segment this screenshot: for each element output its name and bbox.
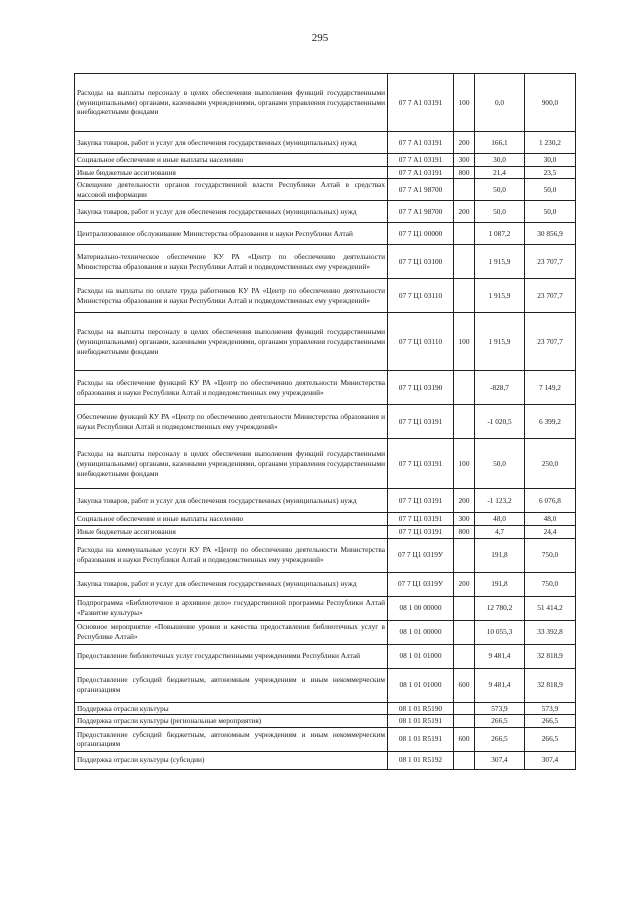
row-type-cell: 100 (454, 439, 475, 489)
row-name-cell: Обеспечение функций КУ РА «Центр по обеспечению деятельности Министерства образования и науки Республики Алтай и подведомственных ему учреждений» (75, 405, 388, 439)
row-value1-cell: 50,0 (475, 179, 525, 201)
row-code-cell: 07 7 А1 03191 (388, 154, 454, 167)
row-type-cell (454, 371, 475, 405)
row-value1-cell: 9 481,4 (475, 668, 525, 702)
row-value2-cell: 33 392,8 (525, 620, 576, 644)
row-type-cell (454, 702, 475, 715)
row-name-cell: Расходы на выплаты персоналу в целях обеспечения выполнения функций государственными (муниципальными) органами, казенными учреждениями, органами управления государственными внебюджетными фондами (75, 439, 388, 489)
row-name-cell: Закупка товаров, работ и услуг для обеспечения государственных (муниципальных) нужд (75, 132, 388, 154)
table-row (75, 727, 576, 751)
row-value1-cell: 573,9 (475, 702, 525, 715)
row-code-cell: 07 7 А1 03191 (388, 132, 454, 154)
table-row (75, 668, 576, 702)
row-value2-cell: 50,0 (525, 179, 576, 201)
row-value2-cell: 266,5 (525, 727, 576, 751)
row-name-cell: Предоставление библиотечных услуг государственными учреждениями Республики Алтай (75, 644, 388, 668)
row-value1-cell: 21,4 (475, 166, 525, 179)
table-row (75, 371, 576, 405)
row-type-cell: 600 (454, 668, 475, 702)
row-value2-cell: 23 707,7 (525, 279, 576, 313)
row-code-cell: 07 7 Ц1 03191 (388, 405, 454, 439)
row-type-cell: 300 (454, 513, 475, 526)
table-row (75, 439, 576, 489)
row-value2-cell: 266,5 (525, 715, 576, 728)
row-type-cell (454, 245, 475, 279)
row-type-cell: 200 (454, 572, 475, 596)
row-name-cell: Расходы на выплаты по оплате труда работников КУ РА «Центр по обеспечению деятельности Министерства образования и науки Республики Алтай и подведомственных ему учреждений» (75, 279, 388, 313)
table-row (75, 489, 576, 513)
row-value2-cell: 50,0 (525, 201, 576, 223)
page-number: 295 (311, 32, 329, 44)
row-name-cell: Поддержка отрасли культуры (региональные мероприятия) (75, 715, 388, 728)
row-code-cell: 08 1 01 01000 (388, 644, 454, 668)
table-row (75, 74, 576, 132)
row-value2-cell: 24,4 (525, 525, 576, 538)
row-value2-cell: 30,0 (525, 154, 576, 167)
row-value2-cell: 23,5 (525, 166, 576, 179)
row-type-cell: 800 (454, 525, 475, 538)
row-value2-cell: 7 149,2 (525, 371, 576, 405)
row-value2-cell: 6 399,2 (525, 405, 576, 439)
row-type-cell (454, 538, 475, 572)
row-name-cell: Закупка товаров, работ и услуг для обеспечения государственных (муниципальных) нужд (75, 201, 388, 223)
table-row (75, 223, 576, 245)
row-type-cell: 800 (454, 166, 475, 179)
row-value2-cell: 48,0 (525, 513, 576, 526)
table-row (75, 572, 576, 596)
row-value1-cell: 1 087,2 (475, 223, 525, 245)
row-value1-cell: 166,1 (475, 132, 525, 154)
row-value1-cell: 307,4 (475, 751, 525, 769)
row-value2-cell: 32 818,9 (525, 668, 576, 702)
row-code-cell: 07 7 Ц1 03100 (388, 245, 454, 279)
row-code-cell: 08 1 01 R5190 (388, 702, 454, 715)
row-code-cell: 07 7 Ц1 0319У (388, 538, 454, 572)
table-row (75, 245, 576, 279)
row-value2-cell: 307,4 (525, 751, 576, 769)
row-value1-cell: 0,0 (475, 74, 525, 132)
row-name-cell: Социальное обеспечение и иные выплаты населению (75, 154, 388, 167)
row-name-cell: Закупка товаров, работ и услуг для обеспечения государственных (муниципальных) нужд (75, 489, 388, 513)
row-type-cell: 600 (454, 727, 475, 751)
table-row (75, 279, 576, 313)
row-name-cell: Освещение деятельности органов государственной власти Республики Алтай в средствах массовой информации (75, 179, 388, 201)
row-type-cell (454, 405, 475, 439)
row-value1-cell: 1 915,9 (475, 279, 525, 313)
row-value1-cell: -828,7 (475, 371, 525, 405)
table-row (75, 313, 576, 371)
row-type-cell (454, 179, 475, 201)
table-row (75, 179, 576, 201)
row-type-cell (454, 644, 475, 668)
row-value1-cell: 50,0 (475, 201, 525, 223)
row-name-cell: Расходы на коммунальные услуги КУ РА «Центр по обеспечению деятельности Министерства образования и науки Республики Алтай и подведомственных ему учреждений» (75, 538, 388, 572)
row-code-cell: 08 1 00 00000 (388, 596, 454, 620)
budget-table-body (75, 74, 576, 770)
row-name-cell: Иные бюджетные ассигнования (75, 166, 388, 179)
row-code-cell: 08 1 01 01000 (388, 668, 454, 702)
row-name-cell: Подпрограмма «Библиотечное и архивное дело» государственной программы Республики Алтай «Развитие культуры» (75, 596, 388, 620)
row-code-cell: 07 7 А1 03191 (388, 74, 454, 132)
row-value1-cell: -1 123,2 (475, 489, 525, 513)
row-value2-cell: 23 707,7 (525, 245, 576, 279)
row-type-cell (454, 223, 475, 245)
row-value2-cell: 30 856,9 (525, 223, 576, 245)
row-value2-cell: 750,0 (525, 538, 576, 572)
row-value2-cell: 32 818,9 (525, 644, 576, 668)
row-value1-cell: 12 780,2 (475, 596, 525, 620)
row-value1-cell: 30,0 (475, 154, 525, 167)
row-value1-cell: 1 915,9 (475, 245, 525, 279)
row-value2-cell: 750,0 (525, 572, 576, 596)
row-value2-cell: 6 076,8 (525, 489, 576, 513)
budget-table (74, 73, 576, 770)
table-row (75, 620, 576, 644)
row-value2-cell: 250,0 (525, 439, 576, 489)
row-code-cell: 07 7 Ц1 03191 (388, 489, 454, 513)
row-value1-cell: 9 481,4 (475, 644, 525, 668)
row-name-cell: Централизованное обслуживание Министерства образования и науки Республики Алтай (75, 223, 388, 245)
row-value1-cell: 10 055,3 (475, 620, 525, 644)
table-row (75, 154, 576, 167)
row-code-cell: 07 7 Ц1 03110 (388, 313, 454, 371)
row-code-cell: 08 1 01 R5191 (388, 727, 454, 751)
row-type-cell (454, 751, 475, 769)
table-row (75, 644, 576, 668)
row-name-cell: Поддержка отрасли культуры (субсидии) (75, 751, 388, 769)
table-row (75, 715, 576, 728)
row-name-cell: Расходы на обеспечение функций КУ РА «Центр по обеспечению деятельности Министерства образования и науки Республики Алтай и подведомственных ему учреждений» (75, 371, 388, 405)
row-value2-cell: 900,0 (525, 74, 576, 132)
row-code-cell: 07 7 Ц1 0319У (388, 572, 454, 596)
row-type-cell: 200 (454, 489, 475, 513)
table-row (75, 405, 576, 439)
row-code-cell: 07 7 Ц1 03110 (388, 279, 454, 313)
row-type-cell: 200 (454, 132, 475, 154)
row-value2-cell: 1 230,2 (525, 132, 576, 154)
row-value1-cell: 191,8 (475, 538, 525, 572)
row-type-cell (454, 596, 475, 620)
row-code-cell: 07 7 А1 03191 (388, 166, 454, 179)
row-type-cell (454, 279, 475, 313)
row-name-cell: Основное мероприятие «Повышение уровня и качества предоставления библиотечных услуг в Республике Алтай» (75, 620, 388, 644)
row-type-cell: 300 (454, 154, 475, 167)
row-code-cell: 08 1 01 R5191 (388, 715, 454, 728)
row-name-cell: Расходы на выплаты персоналу в целях обеспечения выполнения функций государственными (муниципальными) органами, казенными учреждениями, органами управления государственными внебюджетными фондами (75, 313, 388, 371)
row-name-cell: Материально-техническое обеспечение КУ РА «Центр по обеспечению деятельности Министерства образования и науки Республики Алтай и подведомственных ему учреждений» (75, 245, 388, 279)
row-value1-cell: -1 020,5 (475, 405, 525, 439)
table-row (75, 751, 576, 769)
row-value2-cell: 23 707,7 (525, 313, 576, 371)
row-code-cell: 07 7 Ц1 00000 (388, 223, 454, 245)
row-name-cell: Поддержка отрасли культуры (75, 702, 388, 715)
row-name-cell: Предоставление субсидий бюджетным, автономным учреждениям и иным некоммерческим организациям (75, 727, 388, 751)
row-code-cell: 07 7 Ц1 03191 (388, 513, 454, 526)
table-row (75, 702, 576, 715)
row-value1-cell: 266,5 (475, 715, 525, 728)
table-row (75, 596, 576, 620)
row-type-cell (454, 715, 475, 728)
row-code-cell: 07 7 А1 98700 (388, 201, 454, 223)
row-value2-cell: 573,9 (525, 702, 576, 715)
row-name-cell: Закупка товаров, работ и услуг для обеспечения государственных (муниципальных) нужд (75, 572, 388, 596)
row-value2-cell: 51 414,2 (525, 596, 576, 620)
row-name-cell: Иные бюджетные ассигнования (75, 525, 388, 538)
table-row (75, 166, 576, 179)
table-row (75, 538, 576, 572)
table-row (75, 201, 576, 223)
table-row (75, 525, 576, 538)
row-value1-cell: 4,7 (475, 525, 525, 538)
table-row (75, 513, 576, 526)
row-value1-cell: 1 915,9 (475, 313, 525, 371)
row-code-cell: 08 1 01 R5192 (388, 751, 454, 769)
row-code-cell: 07 7 А1 98700 (388, 179, 454, 201)
row-name-cell: Расходы на выплаты персоналу в целях обеспечения выполнения функций государственными (муниципальными) органами, казенными учреждениями, органами управления государственными внебюджетными фондами (75, 74, 388, 132)
row-code-cell: 07 7 Ц1 03191 (388, 525, 454, 538)
row-code-cell: 07 7 Ц1 03191 (388, 439, 454, 489)
table-row (75, 132, 576, 154)
row-value1-cell: 48,0 (475, 513, 525, 526)
row-name-cell: Предоставление субсидий бюджетным, автономным учреждениям и иным некоммерческим организациям (75, 668, 388, 702)
row-type-cell (454, 620, 475, 644)
row-name-cell: Социальное обеспечение и иные выплаты населению (75, 513, 388, 526)
row-value1-cell: 50,0 (475, 439, 525, 489)
row-code-cell: 08 1 01 00000 (388, 620, 454, 644)
row-value1-cell: 191,8 (475, 572, 525, 596)
row-type-cell: 200 (454, 201, 475, 223)
row-type-cell: 100 (454, 313, 475, 371)
row-type-cell: 100 (454, 74, 475, 132)
row-code-cell: 07 7 Ц1 03190 (388, 371, 454, 405)
row-value1-cell: 266,5 (475, 727, 525, 751)
